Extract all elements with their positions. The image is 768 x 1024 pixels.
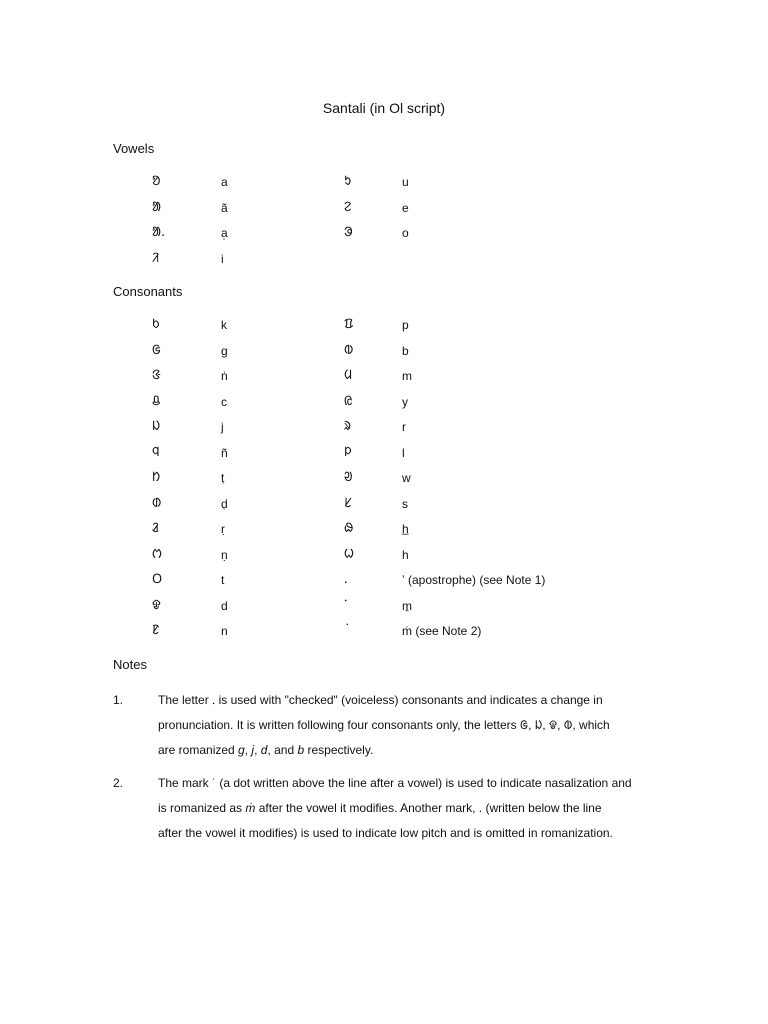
page-title: Santali (in Ol script) [322, 100, 446, 116]
consonant-glyph: ᱬ [152, 546, 162, 562]
note-text-span: is romanized as [158, 801, 246, 815]
consonant-roman: ṅ [221, 369, 228, 383]
note-line [158, 738, 673, 763]
romanized-b: b [297, 743, 305, 757]
consonant-glyph: ˙ [344, 623, 351, 638]
consonant-row [0, 343, 768, 369]
consonant-roman: s [402, 496, 408, 511]
romanized-g: g [238, 743, 245, 757]
consonant-glyph: ᱹ [344, 572, 348, 587]
consonant-glyph: ᱣ [344, 470, 353, 485]
consonant-row [0, 368, 768, 394]
consonant-roman: m̱ [402, 598, 412, 613]
note-line: The letter ᱹ is used with "checked" (voiceless) consonants and indicates a change in [158, 693, 603, 707]
vowel-roman: a [221, 175, 228, 189]
vowel-glyph: ᱚ [152, 174, 161, 189]
consonant-glyph: ᱷ [344, 521, 354, 536]
consonant-row [0, 521, 768, 547]
note-item [113, 771, 673, 846]
consonant-glyph: ᱡ [152, 419, 161, 434]
vowel-glyph: ᱟ [152, 199, 161, 215]
vowel-roman: e [402, 200, 409, 215]
consonant-row [0, 496, 768, 522]
consonant-glyph: ᱱ [152, 623, 160, 638]
consonant-roman: m [402, 369, 412, 383]
consonant-glyph: ᱢ [344, 368, 353, 383]
note-line: after the vowel it modifies) is used to indicate low pitch and is omitted in romanization. [158, 826, 613, 840]
vowel-roman: a̜ [221, 226, 228, 240]
consonant-row [0, 572, 768, 598]
consonant-roman: c [221, 394, 227, 409]
note-number: 2. [113, 776, 124, 790]
note-line [158, 796, 673, 821]
consonant-roman: l [402, 445, 405, 460]
vowel-glyph: ᱤ [152, 250, 160, 266]
note-text [158, 771, 673, 846]
note-line: pronunciation. It is written following four consonants only, the letters ᱜ, ᱡ, ᱫ, ᱵ, which [158, 718, 610, 732]
consonant-row [0, 598, 768, 624]
consonant-glyph: ᱥ [344, 495, 352, 511]
consonant-roman: ṭ [221, 471, 225, 485]
consonant-roman: ḍ [221, 496, 228, 511]
consonant-roman: y [402, 394, 408, 409]
consonant-roman: n [221, 624, 228, 638]
consonant-roman: ṁ (see Note 2) [402, 624, 482, 638]
romanized-j: j [251, 743, 255, 757]
consonant-glyph: ᱝ [152, 368, 161, 383]
note-text-span: , [254, 743, 261, 757]
consonant-glyph: ᱭ [344, 393, 353, 409]
consonant-row [0, 470, 768, 496]
consonant-glyph: ᱯ [344, 317, 354, 332]
vowel-row [0, 251, 768, 277]
vowel-roman: i [221, 251, 224, 266]
consonant-glyph: ᱸ [344, 597, 348, 613]
consonant-roman: g [221, 343, 228, 358]
vowels-heading: Vowels [113, 141, 155, 156]
consonant-glyph: ᱨ [344, 419, 352, 434]
vowel-roman: o [402, 226, 409, 240]
consonant-row [0, 317, 768, 343]
note-item [113, 688, 673, 763]
consonant-roman: h̲ [402, 522, 409, 536]
note-text-span: after the vowel it modifies. Another mark, . (written below the line [255, 801, 602, 815]
consonant-glyph: ᱴ [152, 470, 161, 485]
vowel-row [0, 200, 768, 226]
note-text-span: are romanized [158, 743, 239, 757]
vowel-glyph: ᱮ [344, 199, 352, 215]
consonant-glyph: ᱰ [152, 495, 162, 511]
notes-heading: Notes [113, 657, 147, 672]
note-text-span: , [244, 743, 252, 757]
consonant-roman: p [402, 318, 409, 332]
consonant-glyph: ᱵ [344, 342, 354, 358]
vowel-glyph: ᱳ [344, 225, 353, 240]
consonant-roman: w [402, 471, 411, 485]
consonant-row [0, 419, 768, 445]
consonant-row [0, 394, 768, 420]
vowel-row [0, 174, 768, 200]
consonant-roman: ñ [221, 445, 228, 460]
vowel-glyph: ᱟ. [152, 225, 166, 240]
consonant-roman: ṛ [221, 522, 225, 536]
consonants-table [0, 317, 768, 649]
consonant-roman: r [402, 420, 406, 434]
consonant-row [0, 623, 768, 649]
consonant-glyph: ᱧ [152, 444, 160, 460]
consonant-roman: d [221, 598, 228, 613]
consonant-roman: ʼ (apostrophe) (see Note 1) [402, 573, 546, 587]
consonant-row [0, 547, 768, 573]
consonant-roman: j [221, 420, 224, 434]
consonant-glyph: ᱠ [152, 317, 160, 332]
consonant-glyph: ᱜ [152, 342, 161, 358]
vowel-row [0, 225, 768, 251]
note-text-span: , and [267, 743, 298, 757]
vowel-roman: u [402, 175, 409, 189]
note-number: 1. [113, 693, 124, 707]
consonant-roman: ṇ [221, 547, 228, 562]
romanized-m: ṁ [245, 801, 256, 815]
consonant-glyph: ᱪ [152, 393, 161, 409]
consonants-heading: Consonants [113, 284, 183, 299]
romanized-d: d [260, 743, 268, 757]
consonant-glyph: ᱛ [152, 572, 163, 587]
consonant-glyph: ᱦ [344, 546, 354, 562]
consonant-roman: b [402, 343, 409, 358]
consonant-row [0, 445, 768, 471]
vowel-roman: ã [221, 200, 228, 215]
consonant-glyph: ᱫ [152, 597, 161, 613]
consonant-roman: k [221, 318, 227, 332]
consonant-roman: h [402, 547, 409, 562]
consonant-glyph: ᱲ [152, 521, 160, 536]
vowels-table [0, 174, 768, 276]
notes-list [113, 688, 673, 854]
note-text [158, 688, 673, 763]
note-line: The mark ˙ (a dot written above the line after a vowel) is used to indicate nasalization and [158, 776, 632, 790]
vowel-glyph: ᱩ [344, 174, 352, 189]
consonant-glyph: ᱞ [344, 444, 352, 460]
consonant-roman: t [221, 573, 225, 587]
note-text-span: respectively. [304, 743, 374, 757]
